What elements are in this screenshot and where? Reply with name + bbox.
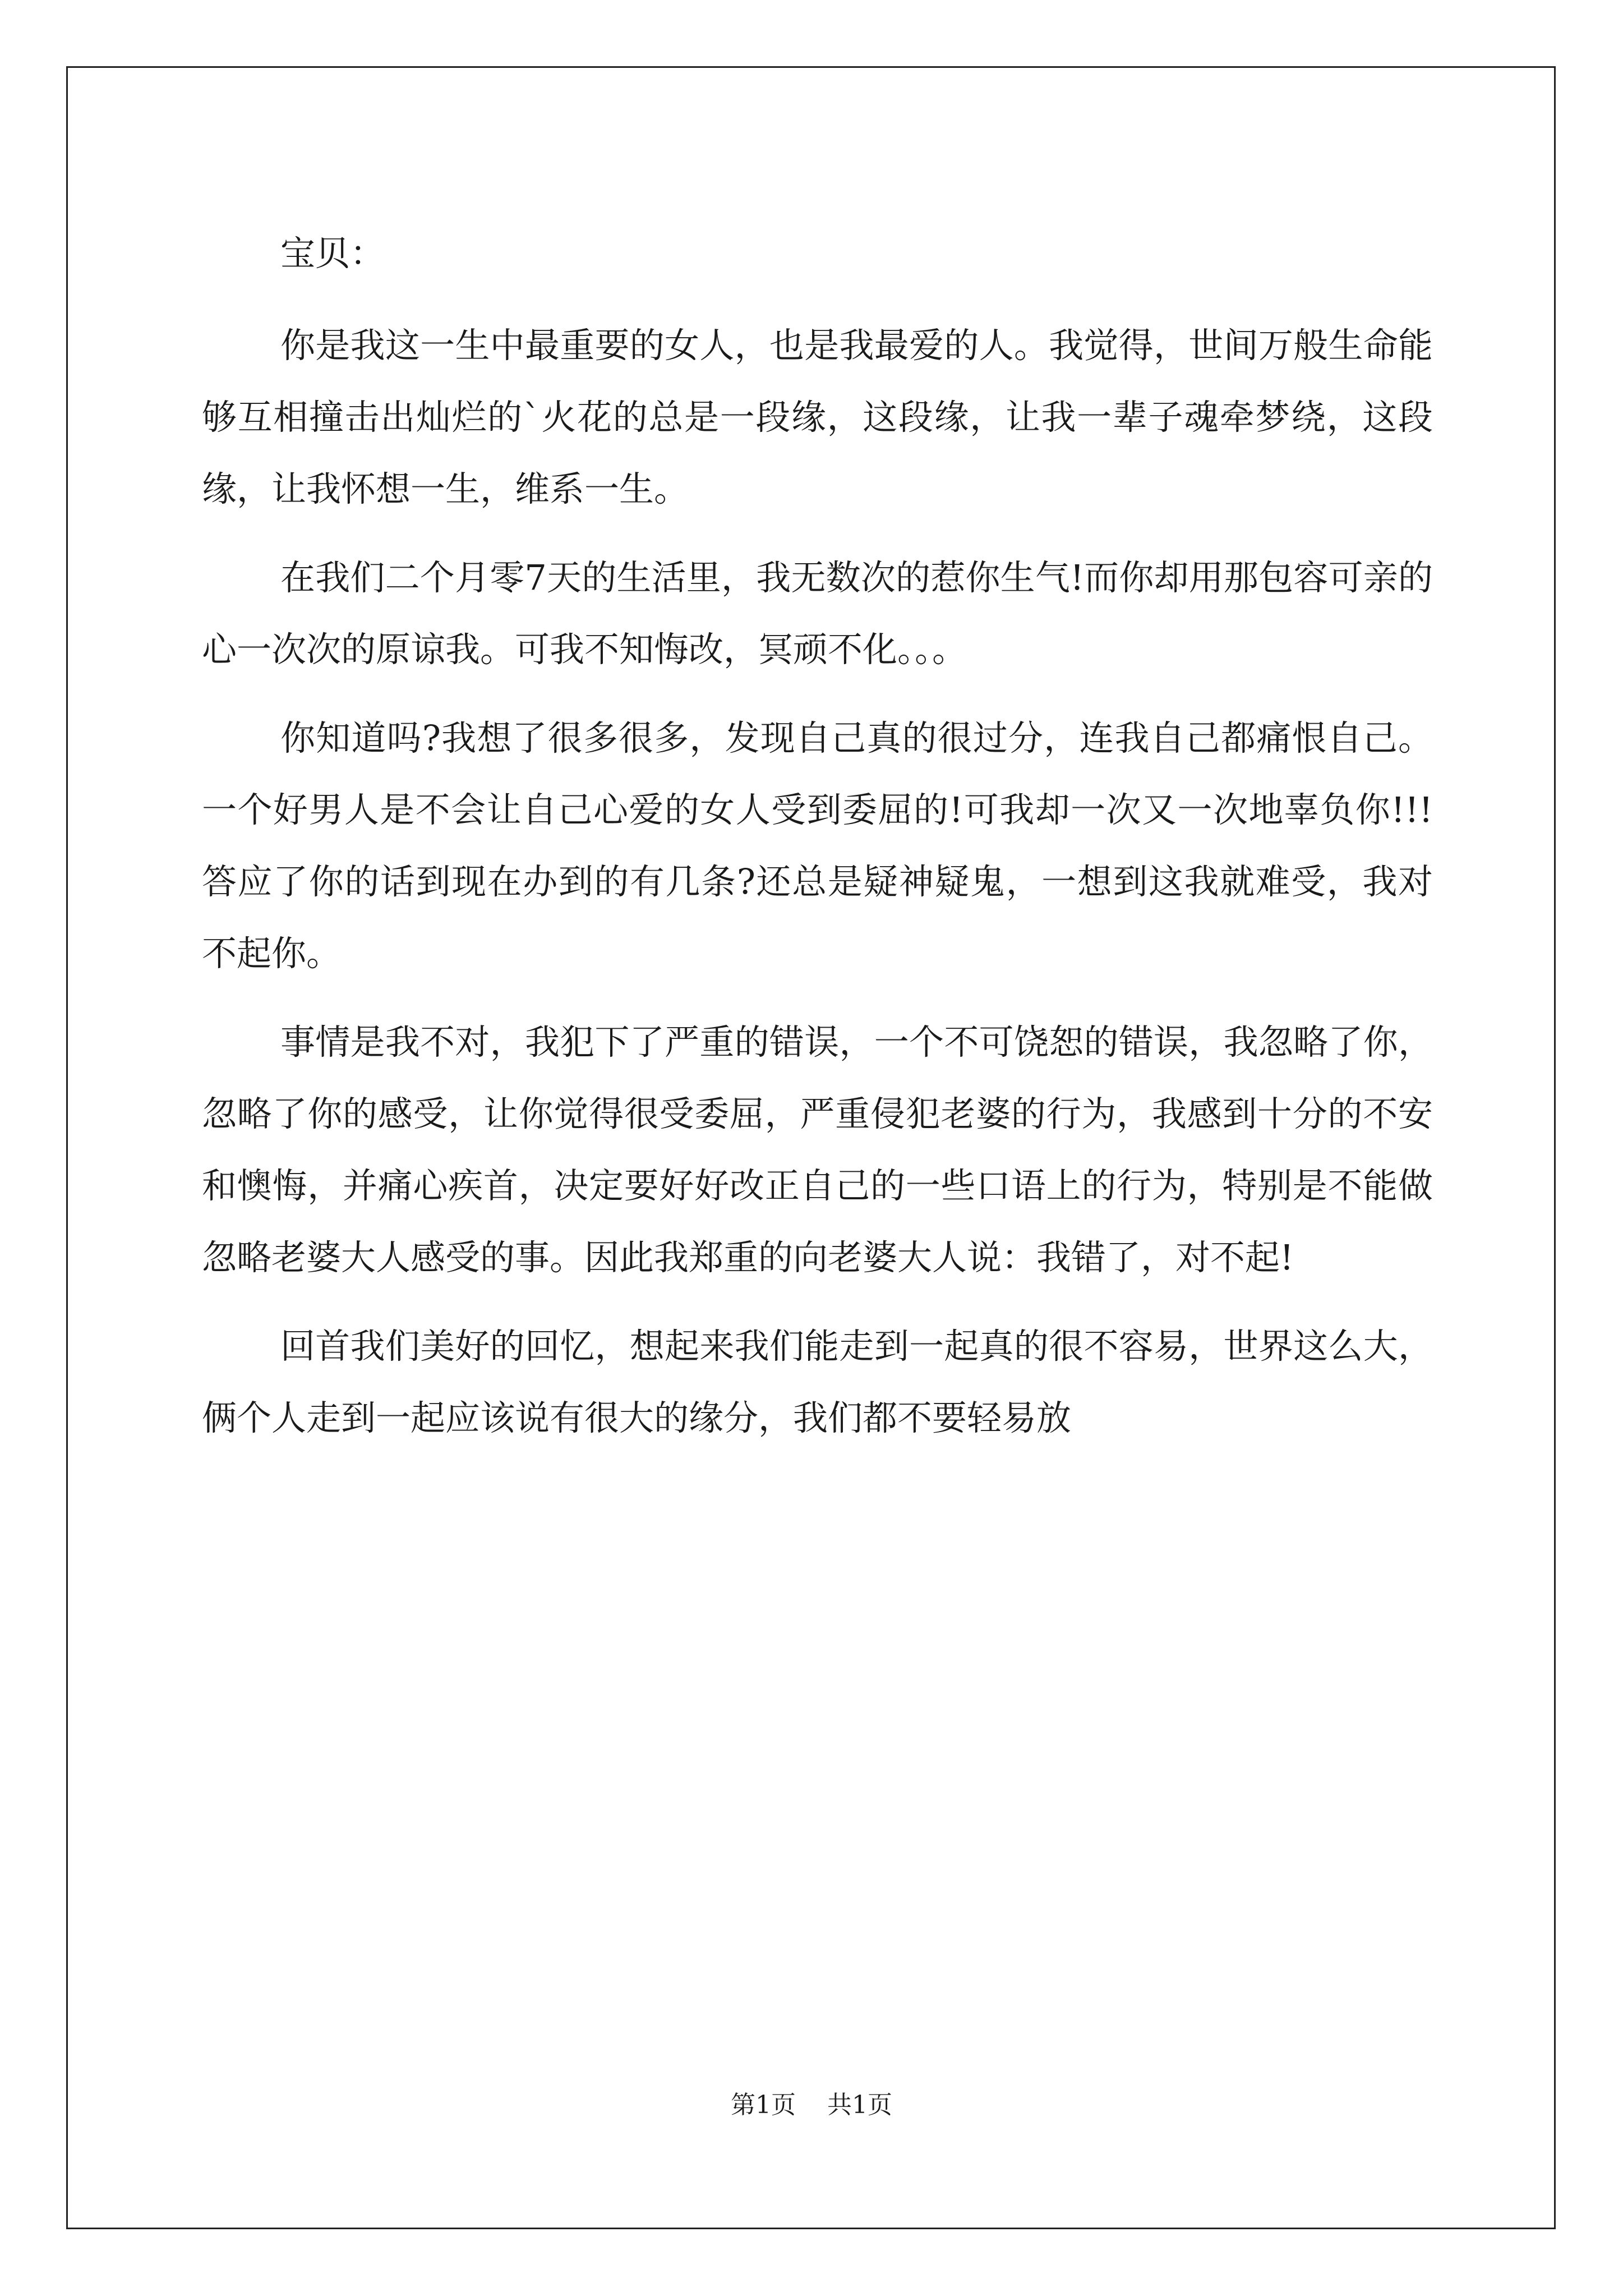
page-total: 共1页: [827, 2091, 892, 2119]
letter-body: [202, 220, 1433, 1471]
salutation: 宝贝：: [280, 233, 385, 274]
paragraph: 在我们二个月零7天的生活里，我无数次的惹你生气!而你却用那包容可亲的心一次次的原谅我。可我不知悔改，冥顽不化。。。: [202, 557, 1433, 670]
paragraph: 回首我们美好的回忆，想起来我们能走到一起真的很不容易，世界这么大，俩个人走到一起应该说有很大的缘分，我们都不要轻易放: [202, 1326, 1433, 1438]
page-footer: [0, 2088, 1623, 2122]
paragraph: 你是我这一生中最重要的女人，也是我最爱的人。我觉得，世间万般生命能够互相撞击出灿烂的`火花的总是一段缘，这段缘，让我一辈子魂牵梦绕，这段缘，让我怀想一生，维系一生。: [202, 325, 1433, 509]
paragraph: 你知道吗?我想了很多很多，发现自己真的很过分，连我自己都痛恨自己。一个好男人是不会让自己心爱的女人受到委屈的!可我却一次又一次地辜负你!!!答应了你的话到现在办到的有几条?还总是疑神疑鬼，一想到这我就难受，我对不起你。: [202, 717, 1433, 974]
page-number: 第1页: [731, 2091, 796, 2119]
paragraph: 事情是我不对，我犯下了严重的错误，一个不可饶恕的错误，我忽略了你，忽略了你的感受，让你觉得很受委屈，严重侵犯老婆的行为，我感到十分的不安和懊悔，并痛心疾首，决定要好好改正自己的一些口语上的行为，特别是不能做忽略老婆大人感受的事。因此我郑重的向老婆大人说：我错了，对不起!: [202, 1022, 1433, 1278]
